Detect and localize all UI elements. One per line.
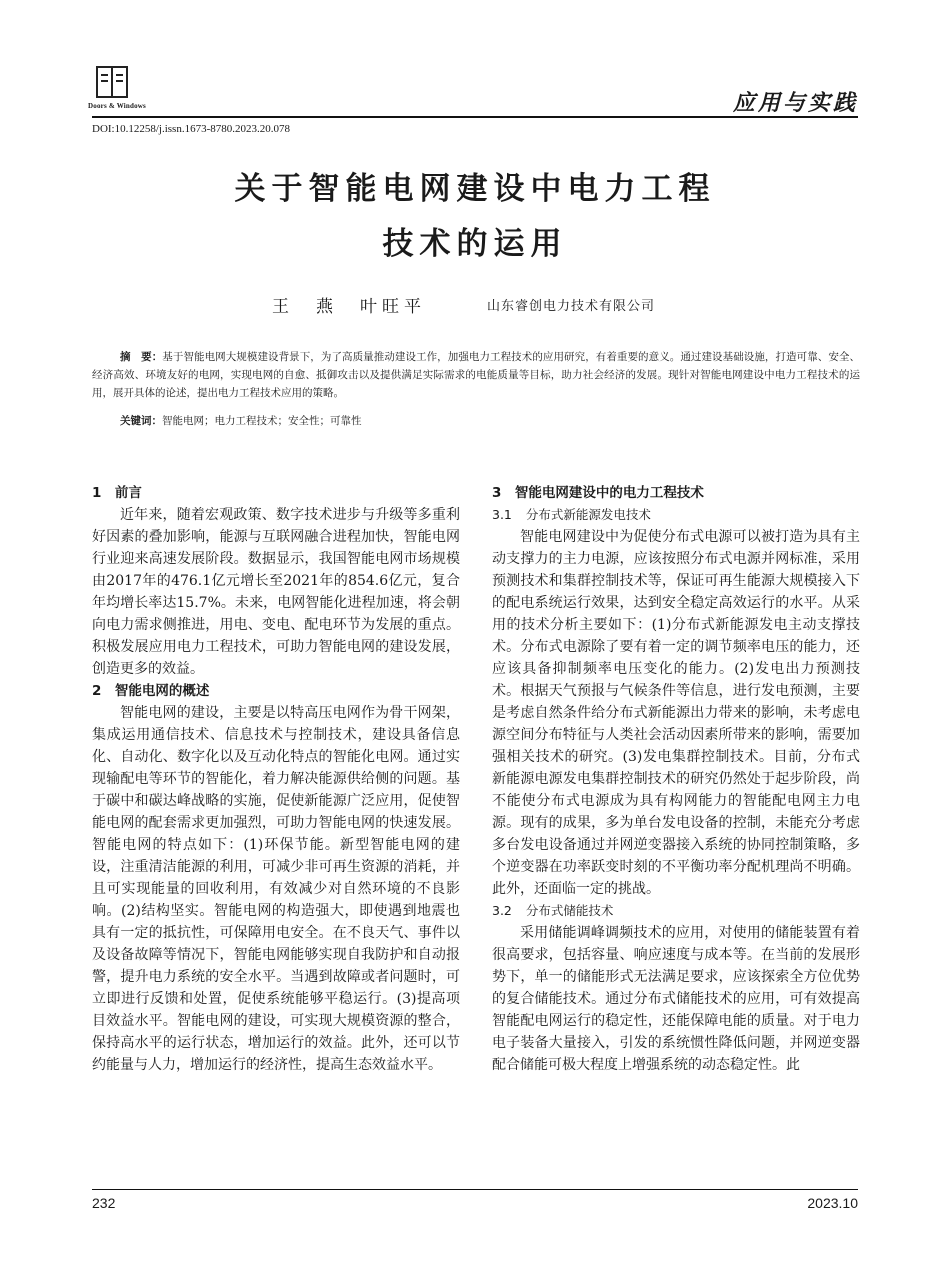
paragraph: 近年来，随着宏观政策、数字技术进步与升级等多重利好因素的叠加影响，能源与互联网融合进程加快，智能电网行业迎来高速发展阶段。数据显示，我国智能电网市场规模由2017年的476.1亿元增长至2021年的854.6亿元，复合年均增长率达15.7%。未来，电网智能化进程加速，将会朝向电力需求侧推进，用电、变电、配电环节为发展的重点。积极发展应用电力工程技术，可助力智能电网的建设发展，创造更多的效益。 (92, 507, 460, 677)
abstract-text: 基于智能电网大规模建设背景下，为了高质量推动建设工作，加强电力工程技术的应用研究，有着重要的意义。通过建设基础设施，打造可靠、安全、经济高效、环境友好的电网，实现电网的自愈、抵御攻击以及提供满足实际需求的电能质量等目标，助力社会经济的发展。现针对智能电网建设中电力工程技术的运用，展开具体的论述，提出电力工程技术应用的策略。 (92, 351, 861, 399)
section-tag: 应用与实践 (732, 91, 858, 116)
affiliation: 山东睿创电力技术有限公司 (487, 299, 656, 314)
right-column (492, 482, 860, 1076)
section-heading-3: 3 智能电网建设中的电力工程技术 (492, 485, 704, 501)
paragraph: 采用储能调峰调频技术的应用，对使用的储能装置有着很高要求，包括容量、响应速度与成本等。在当前的发展形势下，单一的储能形式无法满足要求，应该探索全方位优势的复合储能技术。通过分布式储能技术的应用，可有效提高智能配电网运行的稳定性，还能保障电能的质量。对于电力电子装备大量接入，引发的系统惯性降低问题，并网逆变器配合储能可极大程度上增强系统的动态稳定性。此 (492, 925, 860, 1073)
subsection-number: 3.2 (492, 903, 512, 918)
abstract (92, 348, 860, 402)
subsection-number: 3.1 (492, 507, 512, 522)
left-column (92, 482, 460, 1076)
subsection-heading-3-2 (492, 900, 860, 922)
logo-text: Doors & Windows (88, 102, 146, 110)
abstract-label: 摘 要： (120, 351, 163, 363)
paragraph: 智能电网建设中为促使分布式电源可以被打造为具有主动支撑力的主力电源，应该按照分布式电源并网标准，采用预测技术和集群控制技术等，保证可再生能源大规模接入下的配电系统运行效果，达到安全稳定高效运行的水平。从采用的技术分析主要如下：(1)分布式新能源发电主动支撑技术。分布式电源除了要有着一定的调节频率电压的能力，还应该具备抑制频率电压变化的能力。(2)发电出力预测技术。根据天气预报与气候条件等信息，进行发电预测，主要是考虑自然条件给分布式新能源出力带来的影响，未考虑电源空间分布特征与人类社会活动因素所带来的影响，需要加强相关技术的研究。(3)发电集群控制技术。目前，分布式新能源电源发电集群控制技术的研究仍然处于起步阶段，尚不能使分布式电源成为具有构网能力的智能配电网主力电源。现有的成果，多为单台发电设备的控制，未能充分考虑多台发电设备通过并网逆变器接入系统的协同控制策略，多个逆变器在功率跃变时刻的不平衡功率分配机理尚不明确。此外，还面临一定的挑战。 (492, 529, 860, 897)
subsection-heading-3-1 (492, 504, 860, 526)
issue-date: 2023.10 (807, 1195, 858, 1211)
footer-rule (92, 1189, 858, 1190)
subsection-title: 分布式新能源发电技术 (525, 507, 651, 522)
section-heading-2: 2 智能电网的概述 (92, 683, 210, 699)
paragraph: 智能电网的建设，主要是以特高压电网作为骨干网架，集成运用通信技术、信息技术与控制技术，建设具备信息化、自动化、数字化以及互动化特点的智能化电网。通过实现输配电等环节的智能化，着力解决能源供给侧的问题。基于碳中和碳达峰战略的实施，促使新能源广泛应用，促使智能电网的配套需求更加强烈，可助力智能电网的快速发展。智能电网的特点如下：(1)环保节能。新型智能电网的建设，注重清洁能源的利用，可减少非可再生资源的消耗，并且可实现能量的回收利用，有效减少对自然环境的不良影响。(2)结构坚实。智能电网的构造强大，即使遇到地震也具有一定的抵抗性，可保障用电安全。在不良天气、事件以及设备故障等情况下，智能电网能够实现自我防护和自动报警，提升电力系统的安全水平。当遇到故障或者问题时，可立即进行反馈和处置，促使系统能够平稳运行。(3)提高项目效益水平。智能电网的建设，可实现大规模资源的整合，保持高水平的运行状态，增加运行的效益。此外，还可以节约能量与人力，增加运行的经济性，提高生态效益水平。 (92, 705, 460, 1073)
authors: 王 燕 叶旺平 (272, 297, 426, 317)
keywords-text: 智能电网；电力工程技术；安全性；可靠性 (162, 415, 362, 427)
page-number: 232 (92, 1195, 116, 1211)
subsection-title: 分布式储能技术 (525, 903, 614, 918)
header-rule (92, 116, 858, 118)
keywords (92, 412, 860, 430)
title-line-2: 技术的运用 (382, 226, 568, 262)
keywords-label: 关键词： (120, 415, 162, 427)
title-line-1: 关于智能电网建设中电力工程 (234, 171, 716, 207)
section-heading-1: 1 前言 (92, 485, 142, 501)
journal-logo (88, 66, 170, 114)
door-window-logo-icon (96, 66, 128, 98)
doi: DOI:10.12258/j.issn.1673-8780.2023.20.078 (92, 123, 290, 135)
